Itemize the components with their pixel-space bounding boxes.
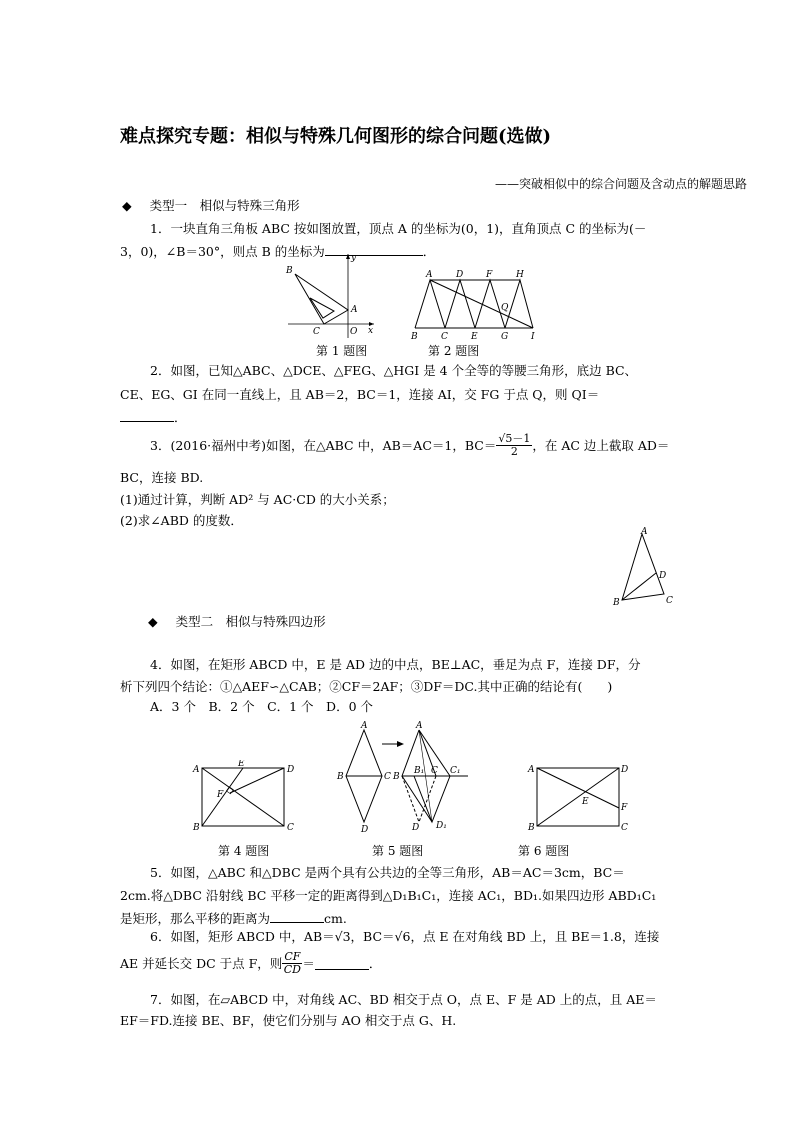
question-1-line-2: [120, 242, 435, 260]
triangle-abc: [415, 280, 445, 328]
bullet-icon: ◆: [148, 614, 158, 629]
label-d: D: [456, 270, 464, 280]
label-f: F: [621, 803, 628, 813]
label-e: E: [238, 760, 245, 769]
label-a: A: [193, 765, 200, 775]
label-f: F: [486, 270, 493, 280]
label-b: B: [528, 823, 535, 833]
figure-4-caption: 第 4 题图: [218, 844, 270, 858]
page-subtitle: ——突破相似中的综合问题及含动点的解题思路: [495, 177, 748, 191]
section-header-2: [148, 612, 326, 630]
label-h: H: [516, 270, 524, 280]
fraction-numerator: CF: [284, 949, 301, 963]
section-label: 类型一 相似与特殊三角形: [149, 198, 300, 213]
fraction-numerator: √5－1: [498, 431, 531, 445]
figure-2: [405, 266, 545, 342]
label-d1: D₁: [436, 821, 447, 831]
label-c: C: [313, 327, 320, 337]
label-q: Q: [501, 303, 509, 313]
question-6-text: AE 并延长交 DC 于点 F，则: [120, 956, 283, 971]
question-2-line-2: CE、EG、GI 在同一直线上，且 AB＝2，BC＝1，连接 AI，交 FG 于点 Q，则 QI＝: [120, 387, 600, 402]
question-7-line-2: EF＝FD.连接 BE、BF，使它们分别与 AO 相交于点 G、H.: [120, 1013, 457, 1028]
question-6-line-1: 6．如图，矩形 ABCD 中，AB＝√3，BC＝√6，点 E 在对角线 BD 上，且 BE＝1.8，连接: [150, 929, 660, 944]
bullet-icon: ◆: [122, 198, 132, 213]
figure-5-caption: 第 5 题图: [372, 844, 424, 858]
label-c-right: C: [431, 766, 438, 776]
question-6-equals: ＝: [302, 956, 315, 971]
fraction-bc: [496, 433, 532, 457]
question-3-text-a: 3．(2016·福州中考)如图，在△ABC 中，AB＝AC＝1，BC＝: [150, 438, 497, 453]
label-c: C: [666, 596, 673, 606]
diagonal-ac: [202, 768, 284, 826]
label-c: C: [621, 823, 628, 833]
question-3-line-2: BC，连接 BD.: [120, 470, 204, 485]
question-1-text: 3，0)，∠B＝30°，则点 B 的坐标为: [120, 244, 325, 259]
triangle-d1b1c1: [414, 776, 450, 822]
figure-1: [280, 252, 380, 340]
question-5-line-2: 2cm.将△DBC 沿射线 BC 平移一定的距离得到△D₁B₁C₁，连接 AC₁，BD₁.如果四边形 ABD₁C₁: [120, 888, 657, 903]
label-e: E: [582, 797, 589, 807]
label-e: E: [471, 332, 478, 342]
label-a: A: [426, 270, 433, 280]
fraction-cf-cd: [282, 951, 302, 975]
question-2-line-3: [120, 408, 187, 426]
label-a-right: A: [416, 721, 423, 731]
triangle-abc: [622, 534, 667, 600]
label-y: y: [351, 253, 357, 263]
triangle-dce: [445, 280, 475, 328]
answer-blank[interactable]: [315, 957, 369, 970]
label-a: A: [641, 527, 648, 537]
question-4-line-2: 析下列四个结论：①△AEF∽△CAB；②CF＝2AF；③DF＝DC.其中正确的结论有( ): [120, 679, 613, 694]
page-title: 难点探究专题：相似与特殊几何图形的综合问题(选做): [120, 126, 552, 147]
label-a: A: [351, 305, 358, 315]
figure-5: [330, 718, 480, 834]
label-b: B: [411, 332, 418, 342]
fraction-denominator: CD: [283, 962, 301, 976]
figure-6: [525, 758, 635, 834]
question-2-end: ．: [174, 410, 187, 425]
segment-af: [537, 768, 619, 808]
label-c-left: C: [384, 772, 391, 782]
label-b-left: B: [337, 772, 344, 782]
question-1-end: ．: [422, 244, 436, 259]
label-x: x: [368, 326, 374, 336]
section-label: 类型二 相似与特殊四边形: [175, 614, 326, 629]
question-4-line-1: 4．如图，在矩形 ABCD 中，E 是 AD 边的中点，BE⊥AC，垂足为点 F，连接 DF，分: [150, 657, 641, 672]
answer-blank[interactable]: [270, 910, 324, 923]
label-b: B: [613, 598, 620, 606]
label-g: G: [501, 332, 509, 342]
question-5-line-1: 5．如图，△ABC 和△DBC 是两个具有公共边的全等三角形，AB＝AC＝3cm，BC＝: [150, 865, 625, 880]
diagonal-bd: [537, 768, 619, 826]
question-5-line-3: [120, 909, 347, 927]
question-3-part-1: (1)通过计算，判断 AD² 与 AC·CD 的大小关系；: [120, 492, 395, 507]
label-c: C: [441, 332, 448, 342]
label-i: I: [531, 332, 535, 342]
segment-df: [230, 768, 284, 793]
question-3-text-b: ，在 AC 边上截取 AD＝: [532, 438, 670, 453]
label-a-left: A: [361, 721, 368, 731]
arrow-right-icon: [397, 741, 404, 747]
label-d-right: D: [412, 823, 420, 833]
question-3-line-1: [150, 428, 669, 462]
label-o: O: [350, 327, 358, 337]
question-4-options: A．3 个 B．2 个 C．1 个 D．0 个: [150, 699, 374, 714]
question-3-part-2: (2)求∠ABD 的度数．: [120, 513, 243, 528]
question-2-line-1: 2．如图，已知△ABC、△DCE、△FEG、△HGI 是 4 个全等的等腰三角形，底边 BC、: [150, 363, 638, 378]
question-1-line-1: 1．一块直角三角板 ABC 按如图放置，顶点 A 的坐标为(0，1)，直角顶点 C 的坐标为(－: [150, 221, 647, 236]
label-d: D: [621, 765, 629, 775]
label-c1: C₁: [450, 766, 461, 776]
figure-1-caption: 第 1 题图: [316, 344, 368, 358]
figure-4: [190, 760, 300, 832]
y-axis-arrow-icon: [346, 254, 350, 259]
question-7-line-1: 7．如图，在▱ABCD 中，对角线 AC、BD 相交于点 O，点 E、F 是 AD 上的点，且 AE＝: [150, 992, 657, 1007]
label-d-left: D: [361, 825, 369, 834]
label-b1: B₁: [414, 766, 425, 776]
triangle-hgi: [505, 280, 533, 328]
figure-3: [608, 526, 678, 606]
label-b: B: [193, 823, 200, 832]
label-b-right: B: [393, 772, 400, 782]
question-5-unit: cm.: [324, 911, 347, 926]
fraction-denominator: 2: [510, 444, 518, 458]
figure-2-caption: 第 2 题图: [428, 344, 480, 358]
question-5-text: 是矩形，那么平移的距离为: [120, 911, 271, 926]
label-d: D: [287, 765, 295, 775]
section-header-1: [122, 196, 300, 214]
label-a: A: [528, 765, 535, 775]
label-f: F: [217, 790, 224, 800]
answer-blank[interactable]: [120, 409, 174, 422]
figure-6-caption: 第 6 题图: [518, 844, 570, 858]
label-c: C: [287, 823, 294, 832]
label-d: D: [659, 571, 667, 581]
question-6-end: ．: [368, 956, 382, 971]
question-6-line-2: [120, 946, 381, 980]
triangle-inner-hole: [310, 298, 334, 318]
label-b: B: [286, 266, 293, 276]
